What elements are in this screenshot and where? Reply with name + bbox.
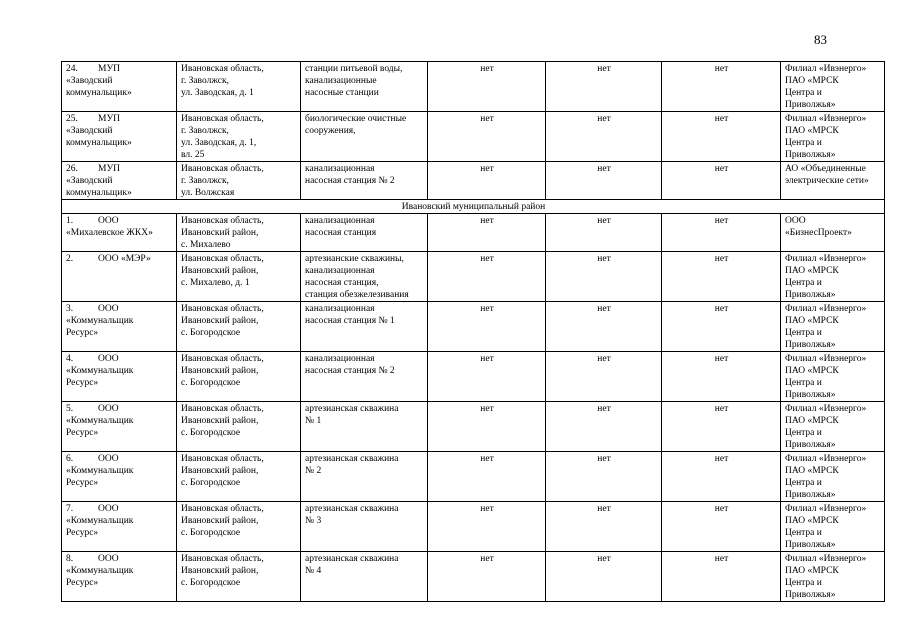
address-line: Ивановский район, [181, 316, 259, 326]
address-line: г. Заволжск, [181, 126, 229, 136]
org-name: ООО [98, 216, 119, 226]
address-line: с. Михалево [181, 240, 231, 250]
status-value: нет [714, 164, 729, 174]
status-value: нет [714, 304, 729, 314]
address-line: Ивановский район, [181, 516, 259, 526]
row-number: 2. [66, 254, 74, 264]
status-cell [662, 112, 781, 162]
org-name-line: Ресурс» [66, 478, 99, 488]
owner-line: Приволжья» [785, 390, 836, 400]
status-cell [662, 214, 781, 252]
org-name: МУП [98, 114, 121, 124]
address-line: Ивановский район, [181, 228, 259, 238]
row-number: 8. [66, 554, 74, 564]
owner-line: Центра и [785, 328, 822, 338]
object-cell [301, 62, 428, 112]
owner-cell [781, 352, 885, 402]
address-line: Ивановский район, [181, 416, 259, 426]
org-name-line: «Заводский [66, 126, 113, 136]
status-value: нет [597, 504, 611, 514]
address-cell [177, 214, 301, 252]
object-line: канализационная [305, 304, 375, 314]
org-first-line [66, 63, 173, 75]
status-cell [546, 162, 662, 200]
owner-line: ПАО «МРСК [785, 516, 839, 526]
object-line: канализационная [305, 216, 375, 226]
status-value: нет [714, 404, 729, 414]
page-number: 83 [814, 32, 827, 47]
org-name: ООО [98, 304, 119, 314]
table-row [62, 162, 885, 200]
address-line: Ивановская область, [181, 354, 264, 364]
owner-line: АО «Объединенные [785, 164, 866, 174]
status-value: нет [480, 354, 494, 364]
owner-line: Центра и [785, 478, 822, 488]
owner-line: Филиал «Ивэнерго» [785, 304, 867, 314]
object-line: сооружения, [305, 126, 356, 136]
address-cell [177, 552, 301, 602]
row-number: 24. [66, 64, 78, 74]
status-cell [428, 402, 546, 452]
owner-cell [781, 214, 885, 252]
object-cell [301, 112, 428, 162]
owner-cell [781, 112, 885, 162]
row-number: 3. [66, 304, 74, 314]
row-number: 25. [66, 114, 78, 124]
org-cell [62, 302, 177, 352]
org-name: ООО [98, 404, 119, 414]
address-cell [177, 252, 301, 302]
address-line: г. Заволжск, [181, 76, 229, 86]
org-cell [62, 552, 177, 602]
status-value: нет [714, 454, 729, 464]
org-name-line: Ресурс» [66, 428, 99, 438]
object-line: № 3 [305, 516, 322, 526]
org-name-line: Ресурс» [66, 378, 99, 388]
address-line: Ивановская область, [181, 304, 264, 314]
section-header-row [62, 200, 885, 214]
row-number: 1. [66, 216, 74, 226]
org-first-line [66, 453, 173, 465]
address-line: Ивановский район, [181, 266, 259, 276]
org-name-line: «Заводский [66, 176, 113, 186]
owner-line: ПАО «МРСК [785, 466, 839, 476]
org-name-line: «Коммунальщик [66, 466, 134, 476]
object-cell [301, 502, 428, 552]
address-line: Ивановский район, [181, 366, 259, 376]
status-cell [546, 402, 662, 452]
address-cell [177, 402, 301, 452]
owner-line: Центра и [785, 528, 822, 538]
address-line: Ивановская область, [181, 216, 264, 226]
owner-line: ООО [785, 216, 806, 226]
object-line: станции питьевой воды, [305, 64, 403, 74]
org-first-line [66, 253, 173, 265]
status-cell [428, 252, 546, 302]
org-cell [62, 112, 177, 162]
address-cell [177, 502, 301, 552]
org-name-line: Ресурс» [66, 328, 99, 338]
object-line: канализационные [305, 76, 377, 86]
owner-line: Центра и [785, 88, 822, 98]
address-line: Ивановская область, [181, 404, 264, 414]
object-line: насосная станция № 2 [305, 366, 395, 376]
owner-line: ПАО «МРСК [785, 366, 839, 376]
status-value: нет [480, 554, 494, 564]
table-row [62, 252, 885, 302]
object-line: канализационная [305, 266, 375, 276]
object-line: насосная станция, [305, 278, 379, 288]
status-value: нет [480, 504, 494, 514]
address-line: г. Заволжск, [181, 176, 229, 186]
object-cell [301, 552, 428, 602]
owner-line: Приволжья» [785, 490, 836, 500]
owner-cell [781, 402, 885, 452]
status-value: нет [597, 64, 611, 74]
org-name-line: «Коммунальщик [66, 366, 134, 376]
status-cell [662, 162, 781, 200]
owner-cell [781, 162, 885, 200]
status-cell [662, 502, 781, 552]
row-number: 7. [66, 504, 74, 514]
object-line: станция обезжелезивания [305, 290, 409, 300]
org-name: ООО «МЭР» [98, 254, 151, 264]
owner-cell [781, 502, 885, 552]
object-line: № 2 [305, 466, 322, 476]
status-cell [662, 302, 781, 352]
address-line: Ивановская область, [181, 504, 264, 514]
status-value: нет [714, 554, 729, 564]
status-value: нет [597, 354, 611, 364]
table-row [62, 502, 885, 552]
object-cell [301, 402, 428, 452]
address-cell [177, 352, 301, 402]
org-name-line: коммунальщик» [66, 88, 132, 98]
owner-line: Приволжья» [785, 440, 836, 450]
table-row [62, 112, 885, 162]
address-line: с. Богородское [181, 428, 241, 438]
table-row [62, 214, 885, 252]
owner-cell [781, 452, 885, 502]
org-first-line [66, 503, 173, 515]
owner-line: Филиал «Ивэнерго» [785, 354, 867, 364]
status-cell [428, 352, 546, 402]
owner-line: Филиал «Ивэнерго» [785, 504, 867, 514]
facilities-table [61, 61, 885, 602]
status-cell [546, 112, 662, 162]
table-row [62, 302, 885, 352]
object-line: артезианская скважина [305, 454, 399, 464]
org-first-line [66, 353, 173, 365]
object-line: артезианские скважины, [305, 254, 404, 264]
org-first-line [66, 215, 173, 227]
owner-line: Центра и [785, 278, 822, 288]
status-value: нет [480, 404, 494, 414]
org-name: МУП [98, 64, 121, 74]
address-cell [177, 62, 301, 112]
address-line: Ивановская область, [181, 254, 264, 264]
owner-line: ПАО «МРСК [785, 316, 839, 326]
row-number: 26. [66, 164, 78, 174]
address-line: с. Богородское [181, 328, 241, 338]
org-first-line [66, 303, 173, 315]
org-name: ООО [98, 354, 119, 364]
status-cell [428, 62, 546, 112]
status-cell [428, 162, 546, 200]
status-cell [428, 552, 546, 602]
owner-line: Центра и [785, 378, 822, 388]
org-first-line [66, 553, 173, 565]
address-cell [177, 112, 301, 162]
status-value: нет [714, 504, 729, 514]
owner-line: «БизнесПроект» [785, 228, 852, 238]
address-line: Ивановская область, [181, 114, 264, 124]
org-name: ООО [98, 554, 119, 564]
status-value: нет [480, 164, 494, 174]
status-value: нет [480, 304, 494, 314]
object-line: № 1 [305, 416, 322, 426]
status-value: нет [480, 114, 494, 124]
address-line: ул. Заводская, д. 1, [181, 138, 257, 148]
owner-line: Филиал «Ивэнерго» [785, 64, 867, 74]
object-cell [301, 302, 428, 352]
owner-cell [781, 252, 885, 302]
org-name-line: «Коммунальщик [66, 516, 134, 526]
status-value: нет [597, 216, 611, 226]
status-value: нет [480, 64, 494, 74]
owner-cell [781, 302, 885, 352]
object-line: биологические очистные [305, 114, 407, 124]
owner-line: электрические сети» [785, 176, 869, 186]
status-value: нет [714, 216, 729, 226]
address-line: Ивановская область, [181, 64, 264, 74]
org-first-line [66, 113, 173, 125]
status-value: нет [480, 254, 494, 264]
org-name-line: коммунальщик» [66, 138, 132, 148]
address-line: вл. 25 [181, 150, 205, 160]
org-name: МУП [98, 164, 121, 174]
object-cell [301, 452, 428, 502]
table-row [62, 552, 885, 602]
object-cell [301, 252, 428, 302]
owner-cell [781, 552, 885, 602]
org-cell [62, 62, 177, 112]
status-cell [428, 112, 546, 162]
address-line: Ивановская область, [181, 554, 264, 564]
address-line: Ивановская область, [181, 164, 264, 174]
owner-line: Приволжья» [785, 100, 836, 110]
section-title-cell [62, 200, 885, 214]
org-cell [62, 452, 177, 502]
address-line: с. Богородское [181, 378, 241, 388]
org-cell [62, 502, 177, 552]
address-line: ул. Заводская, д. 1 [181, 88, 254, 98]
object-line: канализационная [305, 354, 375, 364]
owner-line: ПАО «МРСК [785, 266, 839, 276]
object-cell [301, 214, 428, 252]
object-line: № 4 [305, 566, 322, 576]
org-name-line: коммунальщик» [66, 188, 132, 198]
org-cell [62, 352, 177, 402]
status-cell [546, 302, 662, 352]
address-line: с. Богородское [181, 578, 241, 588]
address-line: с. Богородское [181, 528, 241, 538]
owner-line: Центра и [785, 578, 822, 588]
status-value: нет [597, 454, 611, 464]
status-value: нет [597, 164, 611, 174]
status-value: нет [597, 304, 611, 314]
row-number: 4. [66, 354, 74, 364]
status-value: нет [714, 114, 729, 124]
object-line: артезианская скважина [305, 554, 399, 564]
status-cell [546, 552, 662, 602]
object-line: канализационная [305, 164, 375, 174]
status-cell [662, 62, 781, 112]
status-cell [546, 214, 662, 252]
object-cell [301, 162, 428, 200]
org-cell [62, 402, 177, 452]
owner-line: ПАО «МРСК [785, 76, 839, 86]
status-cell [546, 352, 662, 402]
status-value: нет [597, 114, 611, 124]
owner-line: Филиал «Ивэнерго» [785, 554, 867, 564]
status-cell [428, 214, 546, 252]
org-cell [62, 214, 177, 252]
org-name: ООО [98, 504, 119, 514]
address-line: Ивановская область, [181, 454, 264, 464]
status-cell [428, 502, 546, 552]
status-value: нет [597, 254, 611, 264]
status-cell [546, 452, 662, 502]
owner-line: Приволжья» [785, 340, 836, 350]
owner-line: ПАО «МРСК [785, 126, 839, 136]
owner-line: ПАО «МРСК [785, 566, 839, 576]
org-cell [62, 252, 177, 302]
object-line: артезианская скважина [305, 504, 399, 514]
section-title: Ивановский муниципальный район [401, 202, 546, 212]
owner-line: Филиал «Ивэнерго» [785, 254, 867, 264]
object-line: артезианская скважина [305, 404, 399, 414]
status-cell [662, 352, 781, 402]
address-line: ул. Волжская [181, 188, 235, 198]
org-name-line: «Коммунальщик [66, 566, 134, 576]
address-cell [177, 162, 301, 200]
org-name-line: «Коммунальщик [66, 416, 134, 426]
org-name: ООО [98, 454, 119, 464]
table-row [62, 452, 885, 502]
table-row [62, 352, 885, 402]
row-number: 5. [66, 404, 74, 414]
owner-cell [781, 62, 885, 112]
owner-line: Приволжья» [785, 590, 836, 600]
status-cell [662, 452, 781, 502]
org-name-line: Ресурс» [66, 578, 99, 588]
owner-line: Центра и [785, 428, 822, 438]
owner-line: Центра и [785, 138, 822, 148]
org-first-line [66, 163, 173, 175]
address-cell [177, 302, 301, 352]
org-first-line [66, 403, 173, 415]
org-cell [62, 162, 177, 200]
status-value: нет [480, 216, 494, 226]
status-value: нет [714, 354, 729, 364]
address-line: Ивановский район, [181, 466, 259, 476]
owner-line: Филиал «Ивэнерго» [785, 114, 867, 124]
status-value: нет [597, 404, 611, 414]
owner-line: Приволжья» [785, 540, 836, 550]
object-line: насосная станция [305, 228, 377, 238]
owner-line: Филиал «Ивэнерго» [785, 454, 867, 464]
owner-line: Приволжья» [785, 150, 836, 160]
status-value: нет [480, 454, 494, 464]
address-line: Ивановский район, [181, 566, 259, 576]
owner-line: Филиал «Ивэнерго» [785, 404, 867, 414]
object-line: насосная станция № 2 [305, 176, 395, 186]
table-body [62, 62, 885, 602]
owner-line: ПАО «МРСК [785, 416, 839, 426]
address-line: с. Богородское [181, 478, 241, 488]
object-line: насосная станция № 1 [305, 316, 395, 326]
status-cell [662, 252, 781, 302]
status-cell [546, 252, 662, 302]
status-value: нет [597, 554, 611, 564]
status-cell [662, 552, 781, 602]
org-name-line: Ресурс» [66, 528, 99, 538]
org-name-line: «Михалевское ЖКХ» [66, 228, 153, 238]
object-cell [301, 352, 428, 402]
status-cell [546, 62, 662, 112]
address-cell [177, 452, 301, 502]
table-row [62, 62, 885, 112]
org-name-line: «Коммунальщик [66, 316, 134, 326]
status-value: нет [714, 254, 729, 264]
owner-line: Приволжья» [785, 290, 836, 300]
status-cell [428, 302, 546, 352]
org-name-line: «Заводский [66, 76, 113, 86]
status-cell [662, 402, 781, 452]
address-line: с. Михалево, д. 1 [181, 278, 250, 288]
status-cell [428, 452, 546, 502]
table-row [62, 402, 885, 452]
object-line: насосные станции [305, 88, 379, 98]
row-number: 6. [66, 454, 74, 464]
status-value: нет [714, 64, 729, 74]
status-cell [546, 502, 662, 552]
